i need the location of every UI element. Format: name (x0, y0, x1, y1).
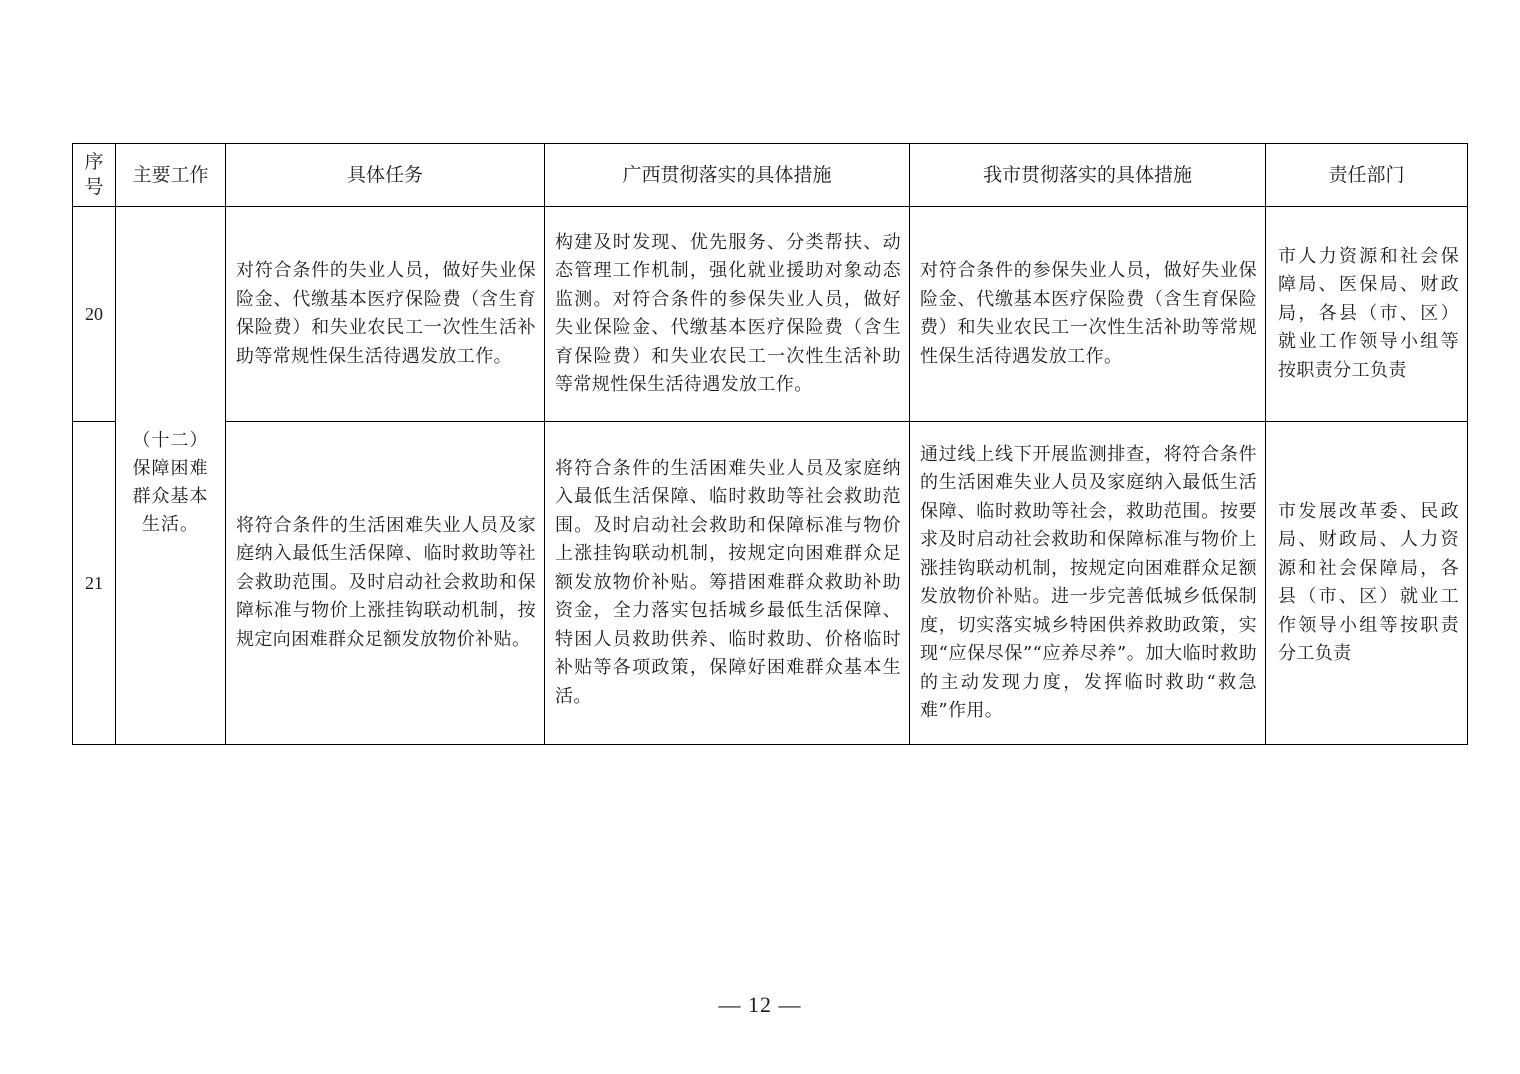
city-cell (910, 207, 1266, 422)
header-task: 具体任务 (226, 144, 545, 207)
row-number: 20 (73, 207, 116, 422)
city-text: 通过线上线下开展监测排查，将符合条件的生活困难失业人员及家庭纳入最低生活保障、临时救助等社会，救助范围。按要求及时启动社会救助和保障标准与物价上涨挂钩联动机制，按规定向困难群众足额发放物价补贴。进一步完善低城乡低保制度，切实落实城乡特困供养救助政策，实现“应保尽保”“应养尽养”。加大临时救助的主动发现力度，发挥临时救助“救急难”作用。 (920, 443, 1257, 721)
task-text: 对符合条件的失业人员，做好失业保险金、代缴基本医疗保险费（含生育保险费）和失业农民工一次性生活补助等常规性保生活待遇发放工作。 (236, 260, 536, 367)
dept-cell (1266, 422, 1468, 745)
guangxi-cell (545, 422, 910, 745)
task-text: 将符合条件的生活困难失业人员及家庭纳入最低生活保障、临时救助等社会救助范围。及时启动社会救助和保障标准与物价上涨挂钩联动机制，按规定向困难群众足额发放物价补贴。 (236, 514, 536, 650)
main-work-cell (116, 207, 226, 745)
header-city-measures: 我市贯彻落实的具体措施 (910, 144, 1266, 207)
header-responsible-dept: 责任部门 (1266, 144, 1468, 207)
page-number: — 12 — (718, 992, 802, 1017)
guangxi-text: 构建及时发现、优先服务、分类帮扶、动态管理工作机制，强化就业援助对象动态监测。对符合条件的参保失业人员，做好失业保险金、代缴基本医疗保险费（含生育保险费）和失业农民工一次性生活补助等常规性保生活待遇发放工作。 (555, 231, 901, 395)
dept-text: 市发展改革委、民政局、财政局、人力资源和社会保障局，各县（市、区）就业工作领导小组等按职责分工负责 (1278, 500, 1459, 664)
row-number: 21 (73, 422, 116, 745)
guangxi-cell (545, 207, 910, 422)
task-cell (226, 422, 545, 745)
city-cell (910, 422, 1266, 745)
guangxi-text: 将符合条件的生活困难失业人员及家庭纳入最低生活保障、临时救助等社会救助范围。及时启动社会救助和保障标准与物价上涨挂钩联动机制，按规定向困难群众足额发放物价补贴。筹措困难群众救助补助资金，全力落实包括城乡最低生活保障、特困人员救助供养、临时救助、价格临时补贴等各项政策，保障好困难群众基本生活。 (555, 457, 901, 707)
header-no: 序号 (73, 144, 116, 207)
header-row (73, 144, 1468, 207)
dept-text: 市人力资源和社会保障局、医保局、财政局，各县（市、区）就业工作领导小组等按职责分工负责 (1278, 245, 1459, 381)
policy-table (72, 143, 1468, 745)
header-guangxi-measures: 广西贯彻落实的具体措施 (545, 144, 910, 207)
main-work-label: （十二）保障困难群众基本生活。 (132, 430, 209, 535)
table-row (73, 207, 1468, 422)
task-cell (226, 207, 545, 422)
city-text: 对符合条件的参保失业人员，做好失业保险金、代缴基本医疗保险费（含生育保险费）和失业农民工一次性生活补助等常规性保生活待遇发放工作。 (920, 260, 1257, 367)
header-main-work: 主要工作 (116, 144, 226, 207)
table-row (73, 422, 1468, 745)
dept-cell (1266, 207, 1468, 422)
